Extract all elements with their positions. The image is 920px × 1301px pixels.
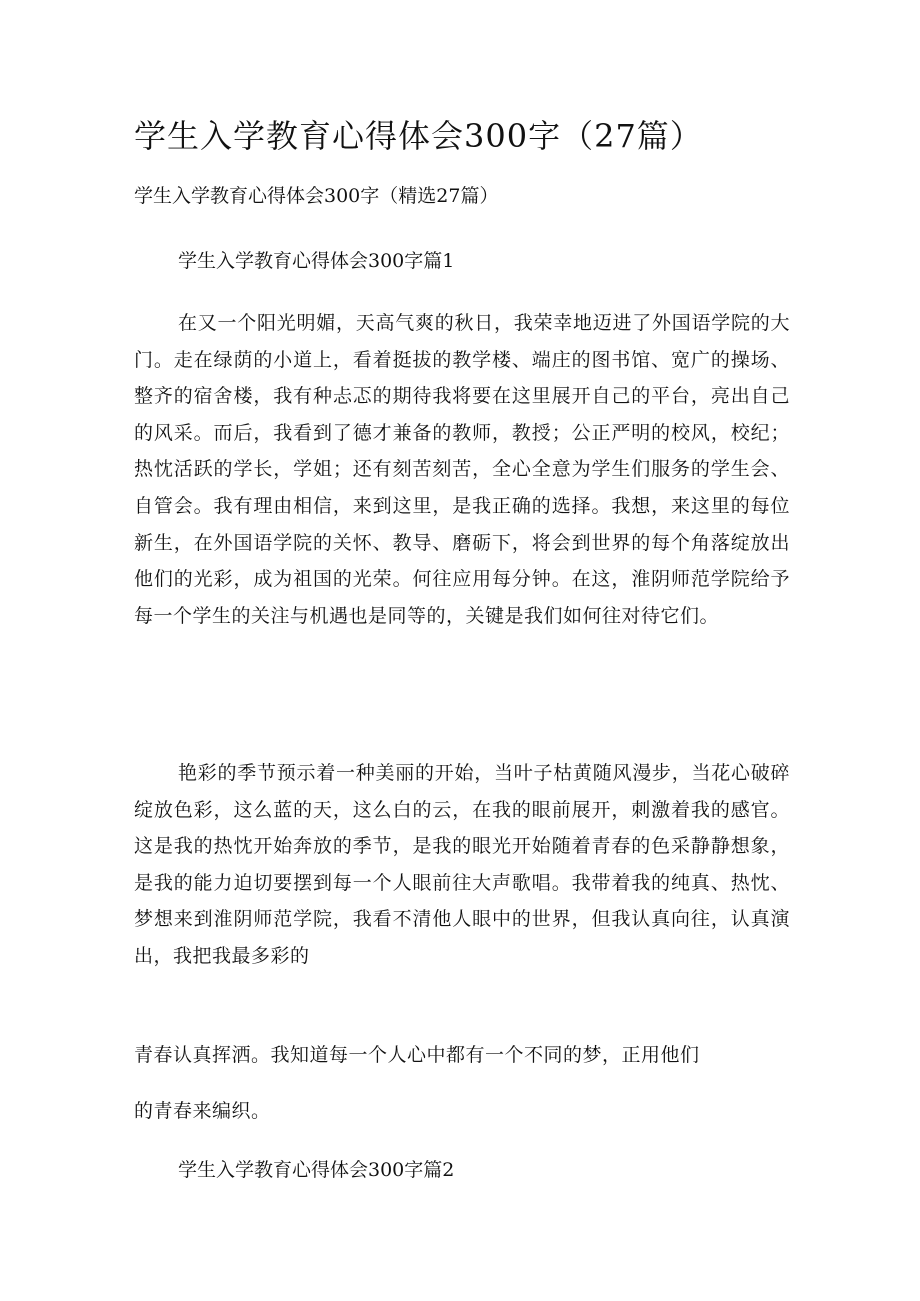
paragraph-line: 绽放色彩，这么蓝的天，这么白的云，在我的眼前展开，刺激着我的感官。 (134, 798, 790, 821)
section-heading-1: 学生入学教育心得体会300字篇1 (178, 250, 455, 272)
paragraph-3-line-1: 青春认真挥洒。我知道每一个人心中都有一个不同的梦，正用他们 (134, 1044, 700, 1066)
paragraph-line: 自管会。我有理由相信，来到这里，是我正确的选择。我想，来这里的每位 (134, 494, 790, 517)
document-subtitle: 学生入学教育心得体会300字（精选27篇） (134, 185, 499, 207)
paragraph-line: 门。走在绿荫的小道上，看着挺拔的教学楼、端庄的图书馆、宽广的操场、 (134, 348, 790, 371)
paragraph-line: 艳彩的季节预示着一种美丽的开始，当叶子枯黄随风漫步，当花心破碎 (178, 762, 790, 784)
paragraph-line: 在又一个阳光明媚，天高气爽的秋日，我荣幸地迈进了外国语学院的大 (178, 312, 790, 334)
paragraph-1 (134, 305, 790, 634)
paragraph-line: 整齐的宿舍楼，我有种忐忑的期待我将要在这里展开自己的平台，亮出自己 (134, 385, 790, 408)
paragraph-line: 热忱活跃的学长，学姐；还有刻苦刻苦，全心全意为学生们服务的学生会、 (134, 458, 790, 481)
paragraph-line: 他们的光彩，成为祖国的光荣。何往应用每分钟。在这，淮阴师范学院给予 (134, 568, 790, 591)
paragraph-line: 这是我的热忱开始奔放的季节，是我的眼光开始随着青春的色采静静想象， (134, 835, 790, 858)
section-heading-2: 学生入学教育心得体会300字篇2 (178, 1159, 455, 1181)
paragraph-2 (134, 755, 790, 975)
paragraph-line: 出，我把我最多彩的 (134, 944, 310, 967)
paragraph-3-line-2: 的青春来编织。 (134, 1100, 271, 1122)
paragraph-line: 新生，在外国语学院的关怀、教导、磨砺下，将会到世界的每个角落绽放出 (134, 531, 790, 554)
document-title: 学生入学教育心得体会300字（27篇） (134, 117, 703, 155)
paragraph-line: 每一个学生的关注与机遇也是同等的，关键是我们如何往对待它们。 (134, 604, 720, 627)
paragraph-line: 是我的能力迫切要摆到每一个人眼前往大声歌唱。我带着我的纯真、热忱、 (134, 871, 790, 894)
paragraph-line: 梦想来到淮阴师范学院，我看不清他人眼中的世界，但我认真向往，认真演 (134, 908, 790, 931)
paragraph-line: 的风采。而后，我看到了德才兼备的教师，教授；公正严明的校风，校纪； (134, 421, 790, 444)
